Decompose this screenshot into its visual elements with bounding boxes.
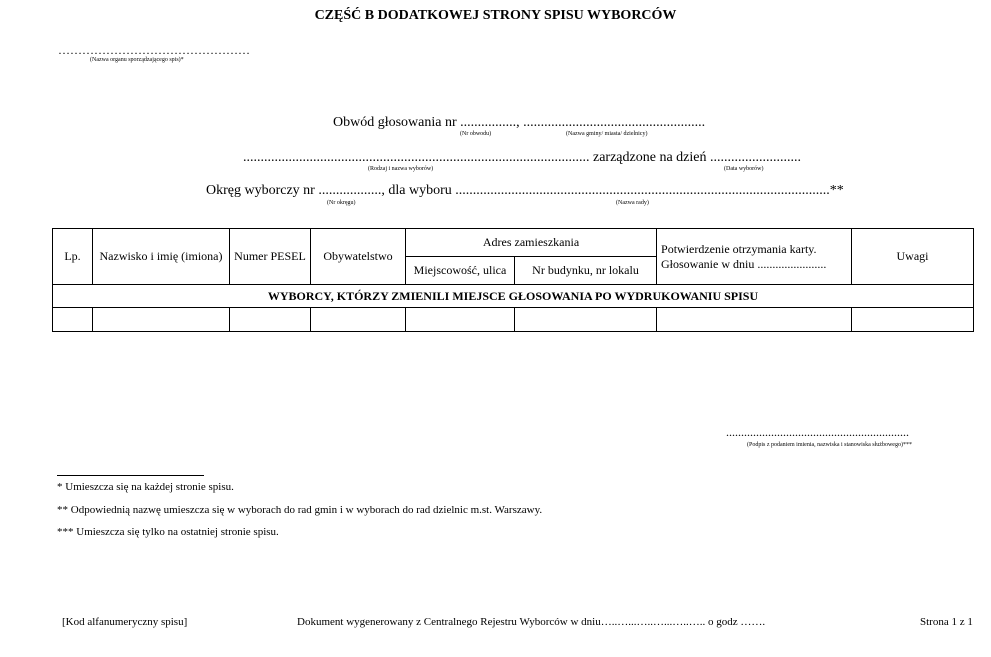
footer-code: [Kod alfanumeryczny spisu] (62, 616, 188, 628)
voters-table (52, 228, 974, 332)
council-name-caption: (Nazwa rady) (616, 200, 649, 206)
header-confirmation-line2: Głosowanie w dniu ....................... (661, 256, 827, 271)
cell-lp (53, 308, 93, 332)
cell-confirmation (657, 308, 852, 332)
constituency-number-caption: (Nr okręgu) (327, 200, 356, 206)
organ-caption: (Nazwa organu sporządzającego spis)* (90, 57, 184, 63)
constituency-label: Okręg wyborczy nr (206, 183, 315, 198)
election-date-label: zarządzone na dzień (593, 150, 707, 165)
election-date-caption: (Data wyborów) (724, 166, 764, 172)
footer-page-number: Strona 1 z 1 (920, 616, 973, 628)
header-pesel: Numer PESEL (230, 229, 311, 285)
signature-dots: ............................................................. (726, 425, 909, 439)
header-lp: Lp. (53, 229, 93, 285)
table-row (53, 308, 974, 332)
cell-pesel (230, 308, 311, 332)
cell-building-number (515, 308, 657, 332)
cell-name (93, 308, 230, 332)
council-name-dots: ...........................................................................................................** (455, 183, 844, 198)
election-line (243, 150, 801, 166)
footnote-3: *** Umieszcza się tylko na ostatniej stronie spisu. (57, 526, 279, 538)
header-address: Adres zamieszkania (406, 229, 657, 257)
header-town-street: Miejscowość, ulica (406, 257, 515, 285)
district-commune-dots: .................................................... (523, 115, 706, 130)
header-confirmation-line1: Potwierdzenie otrzymania karty. (661, 241, 817, 256)
header-notes: Uwagi (852, 229, 974, 285)
footnote-1: * Umieszcza się na każdej stronie spisu. (57, 481, 234, 493)
district-number-caption: (Nr obwodu) (460, 131, 492, 137)
cell-town-street (406, 308, 515, 332)
election-name-caption: (Rodzaj i nazwa wyborów) (368, 166, 434, 172)
district-line (333, 115, 705, 131)
election-date-dots: .......................... (709, 150, 801, 165)
constituency-number-dots: .................., (318, 183, 385, 198)
section-heading: WYBORCY, KTÓRZY ZMIENILI MIEJSCE GŁOSOWANIA PO WYDRUKOWANIU SPISU (53, 285, 974, 308)
constituency-line (206, 183, 844, 199)
council-label: dla wyboru (388, 183, 452, 198)
election-name-dots: ................................................................................................... (243, 150, 590, 165)
footnote-2: ** Odpowiednią nazwę umieszcza się w wyborach do rad gmin i w wyborach do rad dzielnic m.st. Warszawy. (57, 504, 543, 516)
document-title: CZĘŚĆ B DODATKOWEJ STRONY SPISU WYBORCÓW (314, 8, 677, 23)
signature-caption: (Podpis z podaniem imienia, nazwiska i stanowiska służbowego)*** (747, 442, 912, 448)
district-number-dots: ................, (460, 115, 520, 130)
footnote-divider (57, 475, 204, 476)
header-name: Nazwisko i imię (imiona) (93, 229, 230, 285)
header-confirmation (657, 229, 852, 285)
footer-generated: Dokument wygenerowany z Centralnego Rejestru Wyborców w dniu…..…...…..…...…..….. o godz ……. (297, 616, 766, 628)
cell-notes (852, 308, 974, 332)
organ-dots: ………………………………………… (58, 43, 250, 57)
header-building-number: Nr budynku, nr lokalu (515, 257, 657, 285)
district-commune-caption: (Nazwa gminy/ miasta/ dzielnicy) (566, 131, 648, 137)
district-label: Obwód głosowania nr (333, 115, 457, 130)
header-citizenship: Obywatelstwo (311, 229, 406, 285)
cell-citizenship (311, 308, 406, 332)
